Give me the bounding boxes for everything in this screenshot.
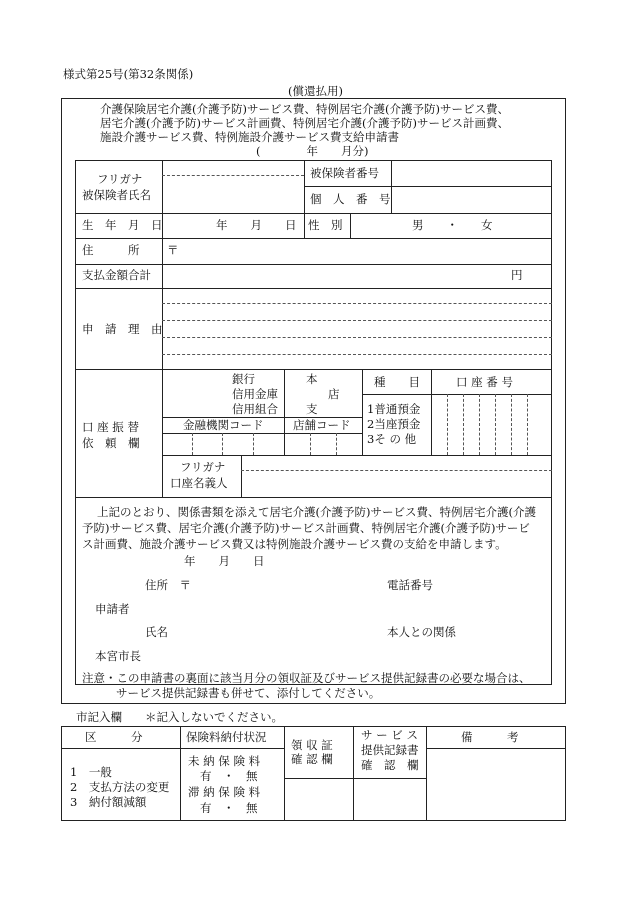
- office-use-label: 市記入欄: [76, 710, 122, 724]
- insured-number-label: 被保険者番号: [310, 166, 379, 180]
- credit-bank-label: 信用金庫: [232, 387, 278, 401]
- declaration-line-3: ス計画費、施設介護サービス費又は特例施設介護サービス費の支給を申請します。: [82, 537, 507, 551]
- birth-date-label: 生 年 月 日: [82, 218, 163, 232]
- reason-input-1[interactable]: [166, 290, 548, 302]
- form-subtitle: (償還払用): [288, 84, 343, 98]
- account-type-1[interactable]: 1普通預金: [367, 402, 421, 416]
- note-line-2: サービス提供記録書も併せて、添付してください。: [116, 686, 381, 700]
- applicant-relation-input[interactable]: [463, 624, 548, 640]
- personal-number-label: 個 人 番 号: [310, 192, 391, 206]
- relation-label: 本人との関係: [387, 625, 456, 639]
- declaration-date[interactable]: 年 月 日: [184, 554, 265, 568]
- reason-input-4[interactable]: [166, 340, 548, 352]
- declaration-line-2: 予防)サービス費、居宅介護(介護予防)サービス計画費、特例居宅介護(介護予防)サービ: [82, 521, 530, 535]
- bank-transfer-label-2: 依 頼 欄: [82, 436, 140, 450]
- account-type-header: 種 目: [374, 375, 420, 389]
- note-line-1: 注意・この申請書の裏面に該当月分の領収証及びサービス提供記録書の必要な場合は、: [82, 671, 531, 685]
- remarks-header: 備 考: [461, 730, 519, 744]
- insurance-status-header: 保険料納付状況: [186, 730, 267, 744]
- applicant-name-input[interactable]: [175, 624, 375, 640]
- office-use-notice: ＊記入しないでください。: [145, 710, 283, 724]
- account-number-header: 口 座 番 号: [456, 375, 513, 389]
- category-header: 区 分: [85, 730, 143, 744]
- mayor-addressee: 本宮市長: [95, 649, 141, 663]
- status-unpaid-options: 有 ・ 無: [200, 769, 258, 783]
- store-code-label: 店舗コード: [293, 418, 351, 432]
- declaration-line-1: 上記のとおり、関係書類を添えて居宅介護(介護予防)サービス費、特例居宅介護(介護: [97, 505, 536, 519]
- main-office-label: 本: [306, 372, 318, 386]
- service-header-3: 確 認 欄: [361, 758, 419, 772]
- service-header-1: サ ー ビ ス: [361, 728, 418, 742]
- receipt-header-2: 確 認 欄: [291, 752, 333, 766]
- gender-label: 性 別: [308, 218, 343, 232]
- reason-label: 申 請 理 由: [82, 322, 163, 336]
- account-type-2[interactable]: 2当座預金: [367, 417, 421, 431]
- furigana-label: フリガナ: [97, 172, 143, 186]
- gender-options[interactable]: 男 ・ 女: [412, 218, 493, 232]
- insured-name-input[interactable]: [166, 178, 300, 210]
- insured-name-label: 被保険者氏名: [82, 188, 151, 202]
- category-1: 1 一般: [70, 765, 112, 779]
- form-title-line-2: 居宅介護(介護予防)サービス計画費、特例居宅介護(介護予防)サービス計画費、: [100, 116, 509, 130]
- account-type-3[interactable]: 3そ の 他: [367, 432, 417, 446]
- form-title-line-1: 介護保険居宅介護(介護予防)サービス費、特例居宅介護(介護予防)サービス費、: [100, 102, 509, 116]
- category-3: 3 納付額減額: [70, 795, 147, 809]
- furigana-input[interactable]: [166, 162, 300, 174]
- insured-number-input[interactable]: [395, 162, 548, 184]
- receipt-header-1: 領 収 証: [291, 738, 333, 752]
- category-2: 2 支払方法の変更: [70, 780, 170, 794]
- status-unpaid-label: 未 納 保 険 料: [188, 754, 261, 768]
- applicant-phone-input[interactable]: [445, 577, 545, 593]
- holder-furigana-label: フリガナ: [180, 460, 226, 474]
- bank-label: 銀行: [232, 372, 255, 386]
- address-label: 住 所: [82, 243, 140, 257]
- address-input[interactable]: [182, 241, 548, 261]
- holder-name-input[interactable]: [246, 473, 548, 495]
- form-number: 様式第25号(第32条関係): [63, 67, 194, 81]
- personal-number-input[interactable]: [395, 188, 548, 210]
- applicant-address-input[interactable]: [200, 577, 380, 593]
- service-header-2: 提供記録書: [361, 743, 419, 757]
- payment-total-input[interactable]: [166, 266, 506, 286]
- branch-label: 支: [306, 402, 318, 416]
- form-title-period: ( 年 月分): [256, 144, 369, 158]
- phone-label: 電話番号: [387, 578, 433, 592]
- form-title-line-3: 施設介護サービス費、特例施設介護サービス費支給申請書: [100, 130, 399, 144]
- holder-furigana-input[interactable]: [246, 457, 548, 469]
- applicant-address-label: 住所 〒: [145, 578, 191, 592]
- holder-name-label: 口座名義人: [170, 476, 228, 490]
- yen-unit: 円: [511, 268, 523, 282]
- bank-transfer-label-1: 口 座 振 替: [82, 420, 139, 434]
- status-delinquent-options: 有 ・ 無: [200, 801, 258, 815]
- reason-input-2[interactable]: [166, 306, 548, 318]
- credit-union-label: 信用組合: [232, 402, 278, 416]
- applicant-name-label: 氏名: [145, 625, 168, 639]
- reason-input-3[interactable]: [166, 323, 548, 335]
- store-label: 店: [328, 387, 340, 401]
- payment-total-label: 支払金額合計: [82, 268, 151, 282]
- status-delinquent-label: 滞 納 保 険 料: [188, 785, 261, 799]
- applicant-label: 申請者: [95, 602, 130, 616]
- institution-code-label: 金融機関コード: [183, 418, 264, 432]
- postal-mark: 〒: [167, 243, 179, 257]
- birth-date-ymd[interactable]: 年 月 日: [216, 218, 297, 232]
